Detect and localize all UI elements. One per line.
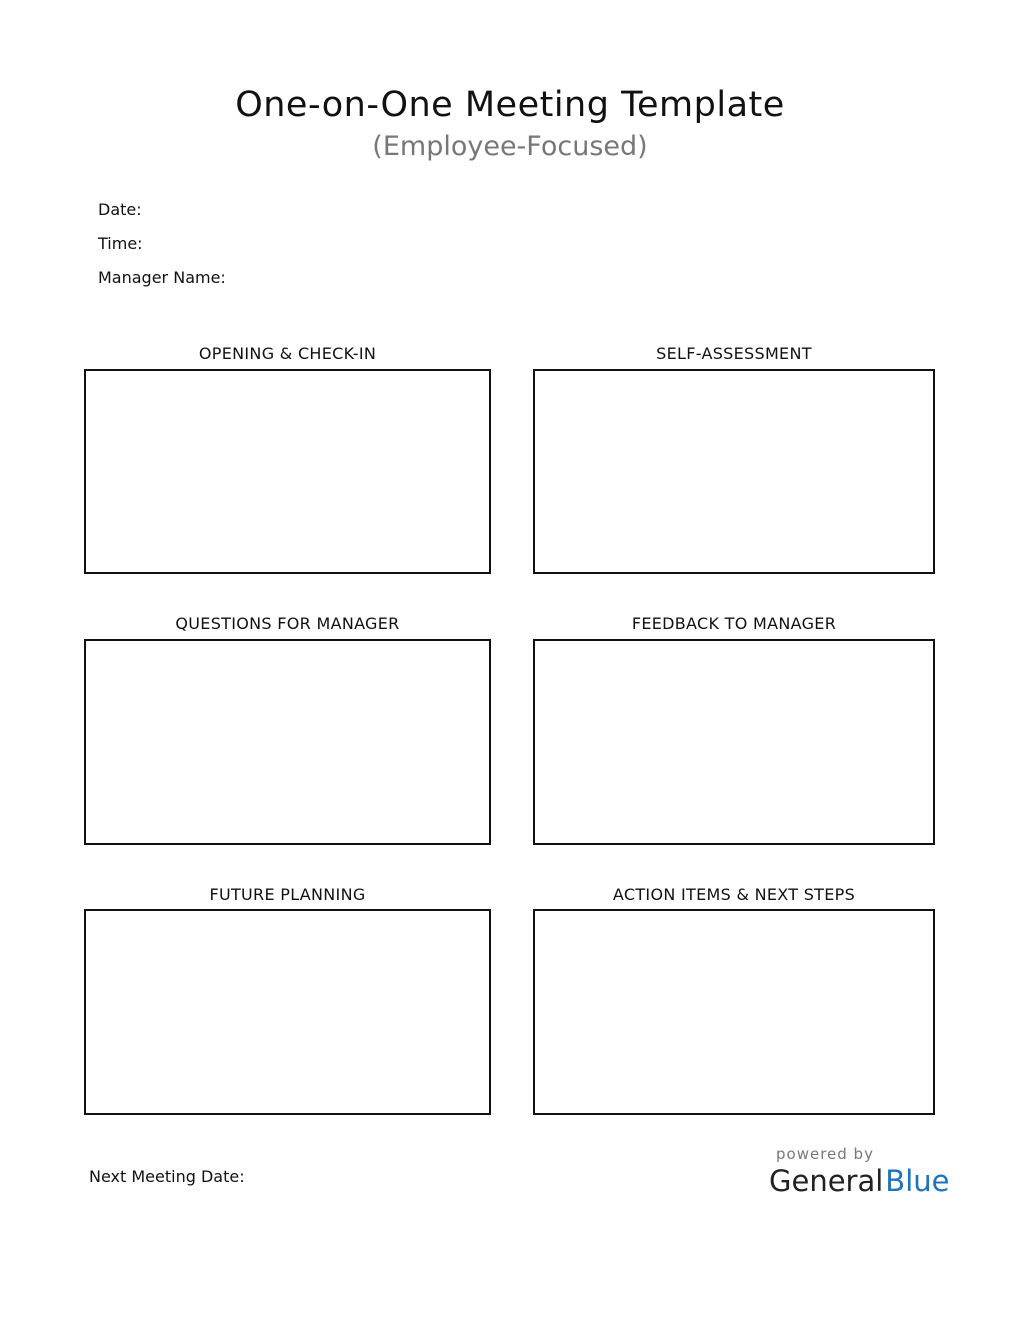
brand-logo (769, 1163, 949, 1199)
section-label-future-planning: FUTURE PLANNING (209, 885, 366, 904)
page-title: One-on-One Meeting Template (235, 85, 785, 125)
section-box-future-planning[interactable] (84, 909, 491, 1115)
section-label-self-assessment: SELF-ASSESSMENT (656, 344, 812, 363)
page-subtitle: (Employee-Focused) (372, 131, 648, 162)
section-box-feedback[interactable] (533, 639, 935, 845)
section-box-opening[interactable] (84, 369, 491, 574)
section-box-questions[interactable] (84, 639, 491, 845)
powered-by-text: powered by (776, 1145, 874, 1163)
time-field-label: Time: (98, 234, 143, 253)
date-field-label: Date: (98, 200, 142, 219)
next-meeting-date-label: Next Meeting Date: (89, 1167, 245, 1186)
section-label-opening: OPENING & CHECK-IN (198, 344, 377, 363)
section-label-questions: QUESTIONS FOR MANAGER (175, 614, 400, 633)
section-box-action-items[interactable] (533, 909, 935, 1115)
section-box-self-assessment[interactable] (533, 369, 935, 574)
brand-logo-blue: Blue (885, 1164, 950, 1198)
section-label-action-items: ACTION ITEMS & NEXT STEPS (612, 885, 856, 904)
section-label-feedback: FEEDBACK TO MANAGER (631, 614, 837, 633)
brand-logo-general: General (769, 1164, 884, 1198)
manager-name-field-label: Manager Name: (98, 268, 226, 287)
